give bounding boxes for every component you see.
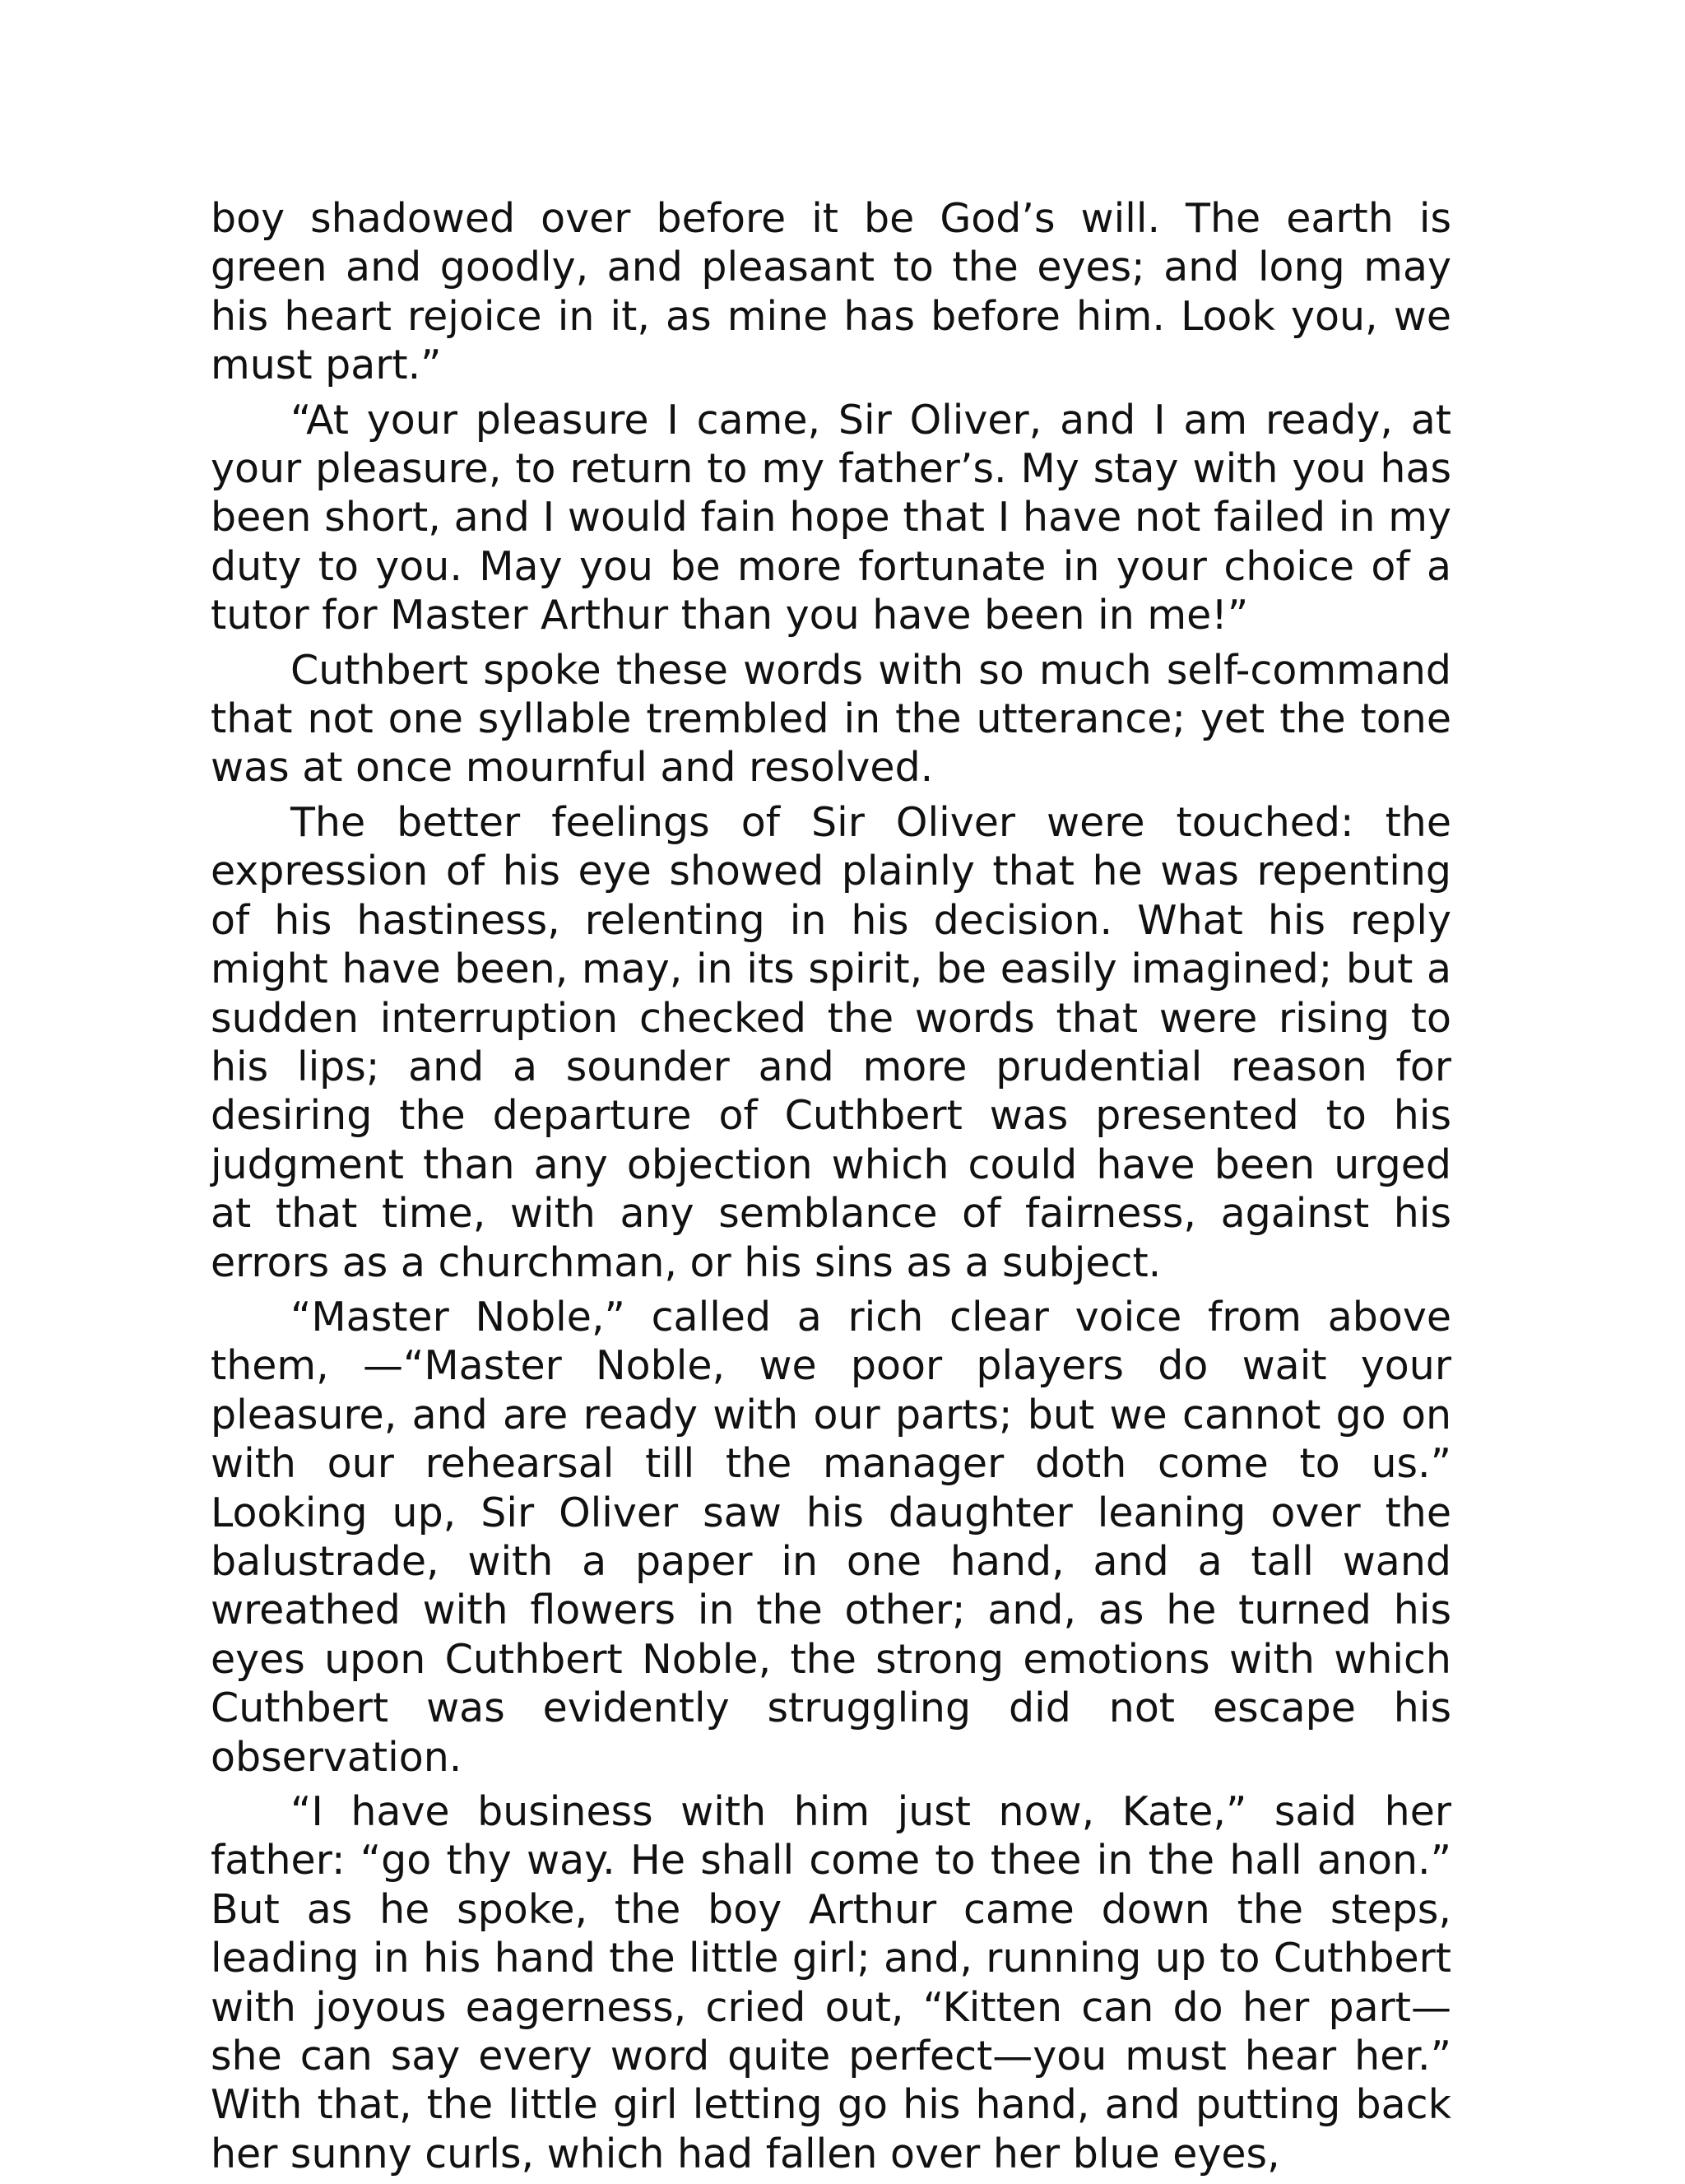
paragraph: The better feelings of Sir Oliver were touched: the expression of his eye showed plainly that he was repenting of his hastiness, relenting in his decision. What his reply might have been, may, in its spirit, be easily imagined; but a sudden interruption checked the words that were rising to his lips; and a sounder and more prudential reason for desiring the departure of Cuthbert was presented to his judgment than any objection which could have been urged at that time, with any semblance of fairness, against his errors as a churchman, or his sins as a subject. bbox=[211, 798, 1451, 1286]
paragraph: “I have business with him just now, Kate,” said her father: “go thy way. He shall come to thee in the hall anon.” But as he spoke, the boy Arthur came down the steps, leading in his hand the little girl; and, running up to Cuthbert with joyous eagerness, cried out, “Kitten can do her part—she can say every word quite perfect—you must hear her.” With that, the little girl letting go his hand, and putting back her sunny curls, which had fallen over her blue eyes, bbox=[211, 1788, 1451, 2177]
paragraph: “Master Noble,” called a rich clear voice from above them, —“Master Noble, we poor players do wait your pleasure, and are ready with our parts; but we cannot go on with our rehearsal till the manager doth come to us.” Looking up, Sir Oliver saw his daughter leaning over the balustrade, with a paper in one hand, and a tall wand wreathed with flowers in the other; and, as he turned his eyes upon Cuthbert Noble, the strong emotions with which Cuthbert was evidently struggling did not escape his observation. bbox=[211, 1293, 1451, 1781]
paragraph: Cuthbert spoke these words with so much self-command that not one syllable trembled in the utterance; yet the tone was at once mournful and resolved. bbox=[211, 646, 1451, 792]
book-page bbox=[211, 194, 1451, 2184]
paragraph: “At your pleasure I came, Sir Oliver, and I am ready, at your pleasure, to return to my father’s. My stay with you has been short, and I would fain hope that I have not failed in my duty to you. May you be more fortunate in your choice of a tutor for Master Arthur than you have been in me!” bbox=[211, 396, 1451, 639]
paragraph-continued: boy shadowed over before it be God’s will. The earth is green and goodly, and pleasant to the eyes; and long may his heart rejoice in it, as mine has before him. Look you, we must part.” bbox=[211, 195, 1451, 389]
